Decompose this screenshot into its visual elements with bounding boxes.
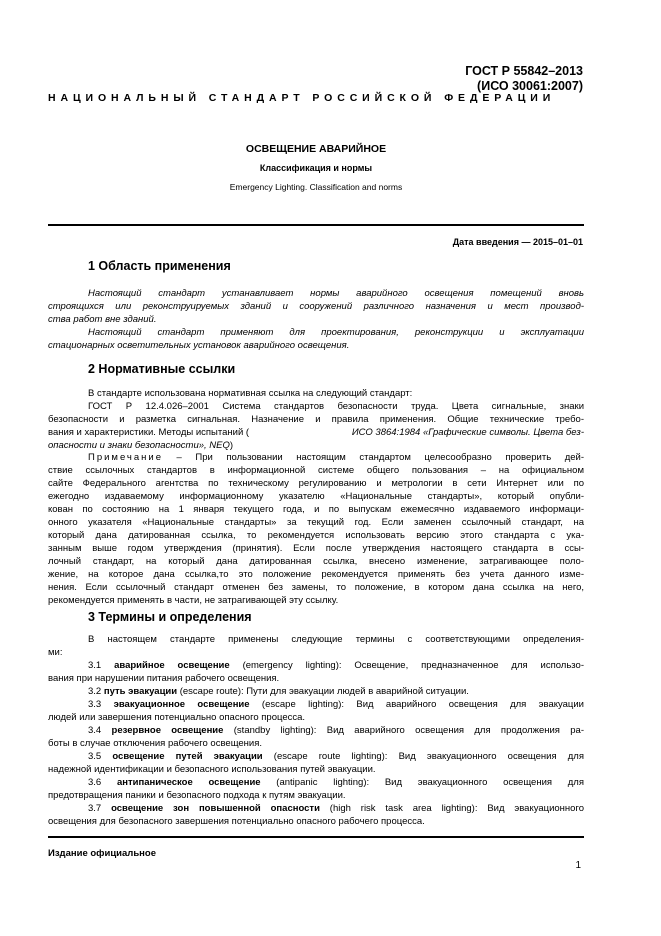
footer-divider bbox=[48, 836, 584, 838]
title-divider bbox=[48, 224, 584, 226]
term-3-5: 3.5 освещение путей эвакуации (escape route lighting): Вид эвакуационного освещения для надежной идентификации и безопасного использования путей эвакуации. bbox=[48, 751, 584, 775]
section-3-intro: В настоящем стандарте применены следующие термины с соответствующими определения- ми: bbox=[48, 634, 584, 658]
national-standard-banner: НАЦИОНАЛЬНЫЙ СТАНДАРТ РОССИЙСКОЙ ФЕДЕРАЦИИ bbox=[48, 92, 556, 104]
document-subtitle: Классификация и нормы bbox=[259, 163, 373, 173]
term-name: эвакуационное освещение bbox=[113, 699, 250, 710]
english-title: Emergency Lighting. Classification and norms bbox=[229, 182, 403, 192]
term-3-1: 3.1 аварийное освещение (emergency lighting): Освещение, предназначенное для использо- вания при нарушении питания рабочего освещения. bbox=[48, 660, 584, 684]
term-3-4: 3.4 резервное освещение (standby lighting): Вид аварийного освещения для продолжения ра- боты в случае отключения рабочего освещения. bbox=[48, 725, 584, 749]
term-3-7: 3.7 освещение зон повышенной опасности (high risk task area lighting): Вид эвакуационного освещения для безопасного завершения потенциально опасного рабочего процесса. bbox=[48, 803, 585, 827]
term-name: резервное освещение bbox=[111, 725, 224, 736]
iso-reference: (ИСО 30061:2007) bbox=[477, 79, 583, 93]
term-3-6: 3.6 антипаническое освещение (antipanic lighting): Вид эвакуационного освещения для предотвращения паники и безопасного подхода к путям эвакуации. bbox=[48, 777, 584, 801]
reference-note: Примечание – При пользовании настоящим стандартом целесообразно проверить дей- ствие ссылочных стандартов в информационной системе общего пользования – на официальном сайте Федерального агентства по техническому регулированию и метрологии в сети Интернет или по ежегодно издаваемому информационному указателю «Национальные стандарты», который опубли- кован по состоянию на 1 января текущего года, и по выпускам ежемесячно издаваемого информаци- онного указателя «Национальные стандарты» за текущий год. Если заменен ссылочный стандарт, на который дана датированная ссылка, то рекомендуется использовать версию этого стандарта с ука- занным выше годом утверждения (принятия). Если после утверждения настоящего стандарта в ссы- лочный стандарт, на который дана датированная ссылка, внесено изменение, затрагивающее поло- жение, на которое дана ссылка,то это положение рекомендуется применять без учета данного изме- нения. Если ссылочный стандарт отменен без замены, то положение, в котором дана ссылка на него, рекомендуется применять в части, не затрагивающей эту ссылку. bbox=[48, 452, 584, 606]
document-title: ОСВЕЩЕНИЕ АВАРИЙНОЕ bbox=[245, 143, 387, 155]
section-2-heading: 2 Нормативные ссылки bbox=[88, 362, 236, 376]
normative-reference: ГОСТ Р 12.4.026–2001 Система стандартов безопасности труда. Цвета сигнальные, знаки безопасности и разметка сигнальная. Назначение и правила применения. Общие технические требо- вания и характеристики. Методы испытаний ( ИСО 3864:1984 «Графические символы. Цвета без- опасности и знаки безопасности», NEQ) bbox=[48, 401, 584, 451]
term-name: аварийное освещение bbox=[114, 660, 230, 671]
section-2-intro: В стандарте использована нормативная ссылка на следующий стандарт: bbox=[88, 388, 413, 399]
section-1-paragraph-2: Настоящий стандарт применяют для проектирования, реконструкции и эксплуатации стационарных осветительных установок аварийного освещения. bbox=[48, 327, 584, 351]
term-name: путь эвакуации bbox=[103, 686, 178, 697]
standard-number: ГОСТ Р 55842–2013 bbox=[465, 64, 583, 78]
term-name: освещение путей эвакуации bbox=[112, 751, 263, 762]
section-1-heading: 1 Область применения bbox=[88, 259, 231, 273]
section-3-heading: 3 Термины и определения bbox=[88, 610, 252, 624]
introduction-date: Дата введения — 2015–01–01 bbox=[452, 237, 583, 247]
term-3-3: 3.3 эвакуационное освещение (escape lighting): Вид аварийного освещения для эвакуации людей или завершения потенциально опасного процесса. bbox=[48, 699, 584, 723]
term-name: антипаническое освещение bbox=[116, 777, 261, 788]
official-edition-label: Издание официальное bbox=[48, 848, 156, 859]
term-3-2: 3.2 путь эвакуации (escape route): Пути для эвакуации людей в аварийной ситуации. bbox=[88, 686, 469, 697]
section-1-paragraph-1: Настоящий стандарт устанавливает нормы аварийного освещения помещений вновь строящихся или реконструируемых зданий и сооружений различного назначения и мест производ- ства работ вне зданий. bbox=[48, 288, 584, 325]
page-number: 1 bbox=[575, 860, 581, 871]
term-name: освещение зон повышенной опасности bbox=[111, 803, 320, 814]
